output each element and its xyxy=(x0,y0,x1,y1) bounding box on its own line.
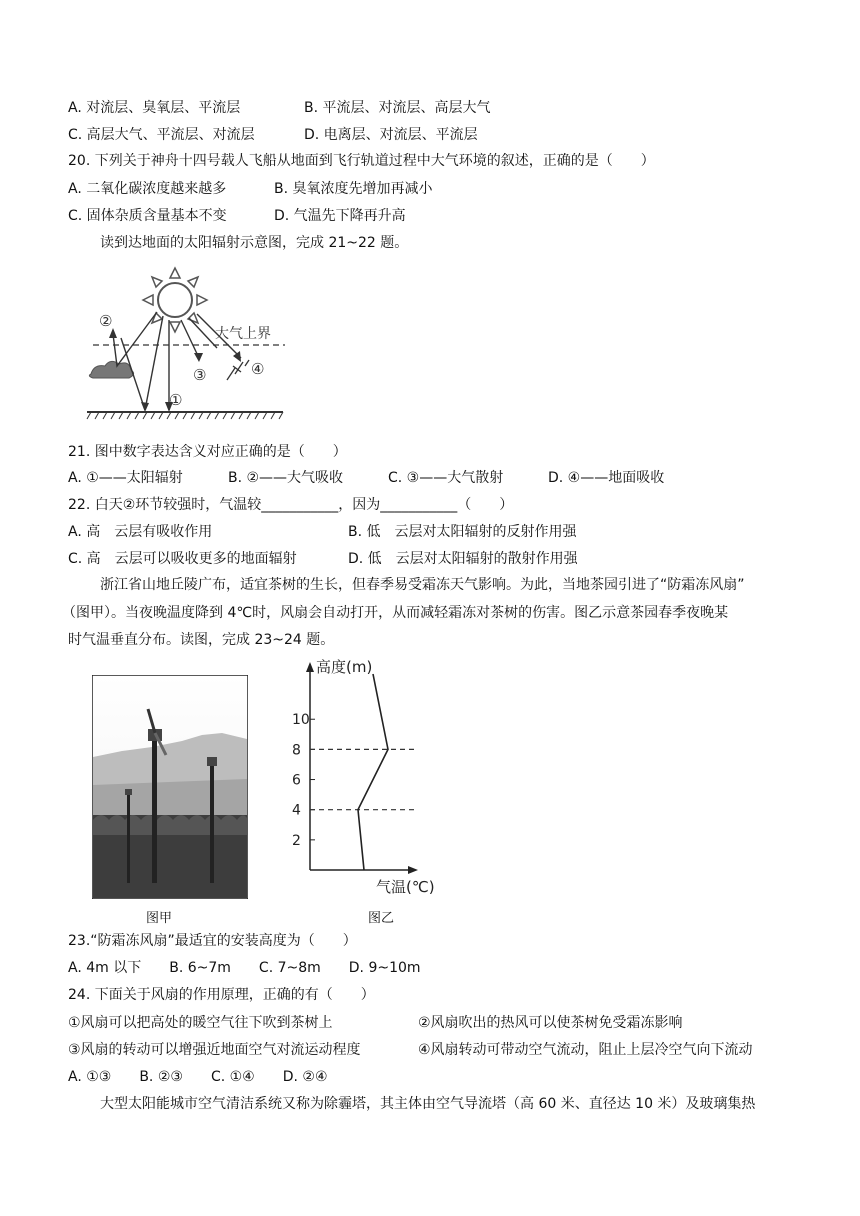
q22-option-d: D. 低 云层对太阳辐射的散射作用强 xyxy=(348,551,578,567)
q20-option-a: A. 二氧化碳浓度越来越多 xyxy=(68,181,227,197)
y-axis-label: 高度(m) xyxy=(316,658,373,676)
q21-stem: 21. 图中数字表达含义对应正确的是（ ） xyxy=(68,444,347,460)
q24-options: A. ①③ B. ②③ C. ①④ D. ②④ xyxy=(68,1069,328,1085)
q19-option-c: C. 高层大气、平流层、对流层 xyxy=(68,127,255,143)
temperature-profile-chart xyxy=(288,652,448,902)
solar-radiation-figure xyxy=(85,262,295,422)
sun-icon xyxy=(143,268,207,332)
y-tick-label: 6 xyxy=(292,772,301,789)
q22-option-c: C. 高 云层可以吸收更多的地面辐射 xyxy=(68,551,297,567)
y-tick-label: 4 xyxy=(292,802,301,819)
ground-hatch xyxy=(87,412,283,419)
intro-23-24-line1: 浙江省山地丘陵广布，适宜茶树的生长，但春季易受霜冻天气影响。为此，当地茶园引进了“防霜冻风扇” xyxy=(100,577,745,593)
y-tick-label: 2 xyxy=(292,832,301,849)
q21-option-a: A. ①——太阳辐射 xyxy=(68,470,183,486)
q20-option-c: C. 固体杂质含量基本不变 xyxy=(68,208,227,224)
intro-23-24-line3: 时气温垂直分布。读图，完成 23~24 题。 xyxy=(68,632,335,648)
q19-option-a: A. 对流层、臭氧层、平流层 xyxy=(68,100,241,116)
frost-fan-photo xyxy=(92,675,248,899)
q24-statement-1: ①风扇可以把高处的暖空气往下吹到茶树上 xyxy=(68,1015,333,1031)
atmosphere-boundary-label: 大气上界 xyxy=(215,326,271,342)
y-tick-label: 8 xyxy=(292,742,301,759)
temperature-profile-line xyxy=(358,674,388,870)
caption-yi: 图乙 xyxy=(368,911,395,926)
q24-statement-2: ②风扇吹出的热风可以使茶树免受霜冻影响 xyxy=(418,1015,683,1031)
intro-21-22: 读到达地面的太阳辐射示意图，完成 21~22 题。 xyxy=(100,235,409,251)
q19-option-d: D. 电离层、对流层、平流层 xyxy=(304,127,478,143)
q21-option-d: D. ④——地面吸收 xyxy=(548,470,665,486)
y-axis-arrow xyxy=(306,662,314,672)
q24-stem: 24. 下面关于风扇的作用原理，正确的有（ ） xyxy=(68,987,375,1003)
q21-option-c: C. ③——大气散射 xyxy=(388,470,504,486)
x-axis-label: 气温(℃) xyxy=(376,878,435,896)
q19-option-b: B. 平流层、对流层、高层大气 xyxy=(304,100,491,116)
q20-option-b: B. 臭氧浓度先增加再减小 xyxy=(274,181,433,197)
q23-stem: 23.“防霜冻风扇”最适宜的安装高度为（ ） xyxy=(68,933,357,949)
q21-option-b: B. ②——大气吸收 xyxy=(228,470,344,486)
label-4: ④ xyxy=(251,360,265,378)
intro-23-24-line2: （图甲）。当夜晚温度降到 4℃时，风扇会自动打开，从而减轻霜冻对茶树的伤害。图乙示意茶园春季夜晚某 xyxy=(62,605,729,621)
q24-statement-4: ④风扇转动可带动空气流动，阻止上层冷空气向下流动 xyxy=(418,1042,753,1058)
intro-next: 大型太阳能城市空气清洁系统又称为除霾塔，其主体由空气导流塔（高 60 米、直径达 10 米）及玻璃集热 xyxy=(100,1096,756,1112)
caption-jia: 图甲 xyxy=(146,911,173,926)
cloud-icon xyxy=(89,361,133,378)
label-3: ③ xyxy=(193,366,207,384)
y-tick-label: 10 xyxy=(292,712,310,729)
label-1: ① xyxy=(169,391,183,409)
q22-stem: 22. 白天②环节较强时，气温较___________，因为___________（ ） xyxy=(68,497,514,513)
label-2: ② xyxy=(99,312,113,330)
q20-stem: 20. 下列关于神舟十四号载人飞船从地面到飞行轨道过程中大气环境的叙述，正确的是（ ） xyxy=(68,153,655,169)
q23-options: A. 4m 以下 B. 6~7m C. 7~8m D. 9~10m xyxy=(68,960,421,976)
q24-statement-3: ③风扇的转动可以增强近地面空气对流运动程度 xyxy=(68,1042,361,1058)
q22-option-a: A. 高 云层有吸收作用 xyxy=(68,524,213,540)
q20-option-d: D. 气温先下降再升高 xyxy=(274,208,406,224)
x-axis-arrow xyxy=(408,866,418,874)
q22-option-b: B. 低 云层对太阳辐射的反射作用强 xyxy=(348,524,577,540)
